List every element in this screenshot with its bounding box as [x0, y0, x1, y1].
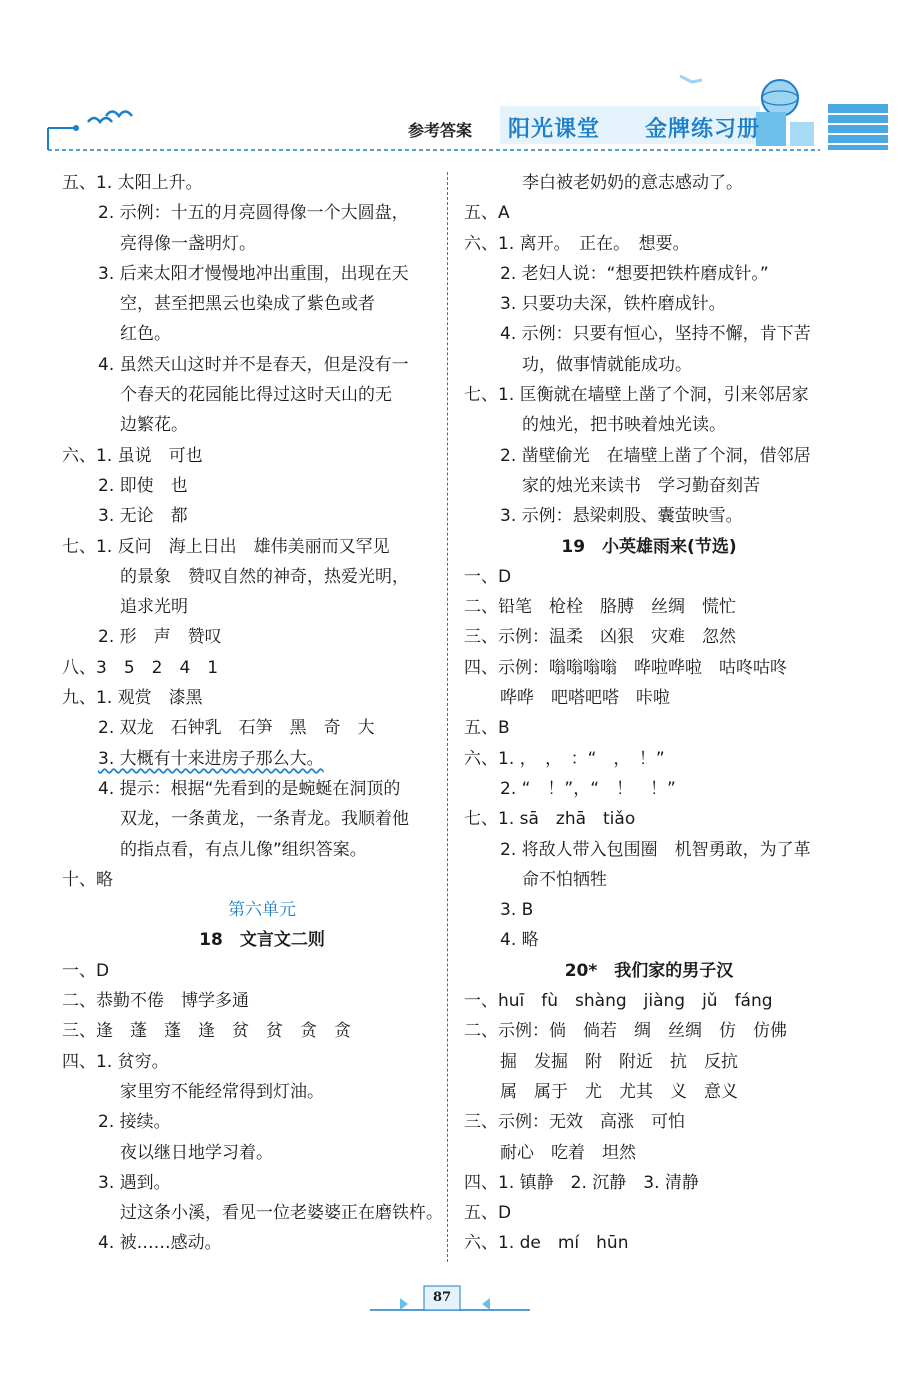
answer-text: 3. B	[500, 900, 534, 921]
answer-text: 空，甚至把黑云也染成了紫色或者	[120, 294, 375, 315]
right-answer-line	[464, 986, 834, 1016]
answer-text: 2. 接续。	[98, 1112, 171, 1133]
answer-text: 四、1. 镇静 2. 沉静 3. 清静	[464, 1172, 699, 1193]
left-answer-line	[62, 592, 462, 622]
left-answer-line	[62, 1047, 462, 1077]
answer-text: 一、huī fù shàng jiàng jǔ fáng	[464, 991, 773, 1012]
left-answer-line	[62, 501, 462, 531]
header-label: 参考答案	[408, 121, 473, 140]
right-answer-line	[464, 380, 834, 410]
right-answer-line	[464, 1107, 834, 1137]
left-answer-line	[62, 1198, 462, 1228]
right-answer-line	[464, 1047, 834, 1077]
answer-text: 三、示例：无效 高涨 可怕	[464, 1112, 685, 1133]
left-answer-line	[62, 956, 462, 986]
left-answer-line	[62, 471, 462, 501]
header-brand-subtitle: 金牌练习册	[645, 116, 761, 142]
answer-text: 2. 形 声 赞叹	[98, 627, 222, 648]
answer-text: 六、1. de mí hūn	[464, 1233, 629, 1254]
left-answer-line	[62, 259, 462, 289]
answer-text: 的景象 赞叹自然的神奇，热爱光明，	[120, 566, 409, 587]
answer-text: 2. 凿壁偷光 在墙壁上凿了个洞，借邻居	[500, 445, 811, 466]
answer-text: 红色。	[120, 324, 171, 345]
answer-text: 3. 遇到。	[98, 1172, 171, 1193]
answer-text: 的烛光，把书映着烛光读。	[522, 415, 726, 436]
answer-text: 过这条小溪，看见一位老婆婆正在磨铁杵。	[120, 1203, 443, 1224]
answer-text: 四、1. 贫穷。	[62, 1051, 169, 1072]
answer-text: 2. 双龙 石钟乳 石笋 黑 奇 大	[98, 718, 375, 739]
left-answer-line	[62, 774, 462, 804]
answer-text: 二、铅笔 枪栓 胳膊 丝绸 慌忙	[464, 597, 736, 618]
left-answer-line	[62, 1168, 462, 1198]
right-answer-line	[464, 653, 834, 683]
left-answer-line	[62, 168, 462, 198]
right-answer-line	[464, 501, 834, 531]
answer-text: 二、恭勤不倦 博学多通	[62, 991, 249, 1012]
left-answer-line	[62, 865, 462, 895]
answer-text: 4. 提示：根据“先看到的是蜿蜒在洞顶的	[98, 778, 401, 799]
right-answer-line	[464, 956, 834, 986]
answer-text: 六、1. ， ， ：“ ， ！”	[464, 748, 665, 769]
right-answer-line	[464, 1138, 834, 1168]
left-answer-line	[62, 1107, 462, 1137]
answer-text: 的指点看，有点儿像”组织答案。	[120, 839, 367, 860]
right-answer-line	[464, 289, 834, 319]
right-column	[464, 168, 834, 1259]
left-answer-line	[62, 289, 462, 319]
answer-text: 4. 虽然天山这时并不是春天，但是没有一	[98, 354, 409, 375]
left-answer-line	[62, 653, 462, 683]
right-answer-line	[464, 441, 834, 471]
answer-text: 夜以继日地学习着。	[120, 1142, 273, 1163]
right-answer-line	[464, 410, 834, 440]
answer-text: 属 属于 尤 尤其 义 意义	[500, 1081, 738, 1102]
left-answer-line	[62, 350, 462, 380]
answer-text: 三、示例：温柔 凶狠 灾难 忽然	[464, 627, 736, 648]
answer-text: 2. 即使 也	[98, 475, 188, 496]
answer-text: 家的烛光来读书 学习勤奋刻苦	[522, 475, 760, 496]
right-answer-line	[464, 562, 834, 592]
answer-text: 六、1. 虽说 可也	[62, 445, 203, 466]
left-answer-line	[62, 744, 462, 774]
answer-text: 功，做事情就能成功。	[522, 354, 692, 375]
answer-text: 20* 我们家的男子汉	[564, 960, 734, 981]
right-answer-line	[464, 1168, 834, 1198]
left-answer-line	[62, 410, 462, 440]
left-answer-line	[62, 713, 462, 743]
answer-text: 3. 示例：悬梁刺股、囊萤映雪。	[500, 506, 743, 527]
header-brand: 阳光课堂	[508, 116, 601, 142]
left-answer-line	[62, 1138, 462, 1168]
answer-text: 边繁花。	[120, 415, 188, 436]
answer-text: 命不怕牺牲	[522, 869, 607, 890]
left-answer-line	[62, 622, 462, 652]
right-answer-line	[464, 1016, 834, 1046]
right-answer-line	[464, 198, 834, 228]
left-answer-line	[62, 1228, 462, 1258]
left-answer-line	[62, 1077, 462, 1107]
left-answer-line	[62, 804, 462, 834]
right-answer-line	[464, 592, 834, 622]
left-answer-line	[62, 683, 462, 713]
right-answer-line	[464, 259, 834, 289]
left-answer-line	[62, 198, 462, 228]
answer-text: 3. 只要功夫深，铁杵磨成针。	[500, 294, 726, 315]
right-answer-line	[464, 865, 834, 895]
page-number: 87	[432, 1290, 452, 1305]
right-answer-line	[464, 319, 834, 349]
answer-text: 4. 被……感动。	[98, 1233, 222, 1254]
right-answer-line	[464, 350, 834, 380]
answer-text: 李白被老奶奶的意志感动了。	[522, 173, 743, 193]
answer-text: 3. 后来太阳才慢慢地冲出重围，出现在天	[98, 263, 409, 284]
answer-text: 七、1. sā zhā tiǎo	[464, 809, 636, 830]
right-answer-line	[464, 713, 834, 743]
answer-text: 4. 示例：只要有恒心，坚持不懈，肯下苦	[500, 324, 811, 345]
right-answer-line	[464, 532, 834, 562]
answer-text: 双龙，一条黄龙，一条青龙。我顺着他	[120, 809, 409, 830]
right-answer-line	[464, 168, 834, 198]
right-answer-line	[464, 471, 834, 501]
answer-text: 3. 大概有十来进房子那么大。	[98, 748, 324, 769]
answer-text: 第六单元	[228, 900, 296, 921]
answer-text: 个春天的花园能比得过这时天山的无	[120, 385, 392, 406]
answer-text: 一、D	[464, 566, 512, 587]
answer-text: 18 文言文二则	[199, 930, 325, 951]
left-answer-line	[62, 1016, 462, 1046]
answer-text: 五、B	[464, 718, 510, 739]
page-header	[0, 0, 900, 160]
right-answer-line	[464, 1228, 834, 1258]
answer-text: 十、略	[62, 869, 113, 890]
answer-text: 掘 发掘 附 附近 抗 反抗	[500, 1051, 738, 1072]
answer-text: 耐心 吃着 坦然	[500, 1142, 636, 1163]
answer-text: 二、示例：倘 倘若 绸 丝绸 仿 仿佛	[464, 1021, 787, 1042]
left-column	[62, 168, 462, 1259]
right-answer-line	[464, 1198, 834, 1228]
answer-text: 一、D	[62, 960, 110, 981]
left-answer-line	[62, 380, 462, 410]
answer-text: 三、逢 蓬 蓬 逢 贫 贫 贪 贪	[62, 1021, 351, 1042]
answer-text: 五、D	[464, 1203, 512, 1224]
answer-text: 五、1. 太阳上升。	[62, 173, 203, 193]
answer-text: 九、1. 观赏 漆黑	[62, 688, 203, 709]
answer-text: 2. 示例：十五的月亮圆得像一个大圆盘，	[98, 203, 409, 224]
answer-text: 2. “ ！”，“ ！ ！”	[500, 778, 676, 799]
answer-text: 家里穷不能经常得到灯油。	[120, 1081, 324, 1102]
answer-text: 六、1. 离开。 正在。 想要。	[464, 233, 690, 254]
answer-text: 七、1. 反问 海上日出 雄伟美丽而又罕见	[62, 536, 390, 557]
answer-text: 2. 将敌人带入包围圈 机智勇敢，为了革	[500, 839, 811, 860]
answer-text: 八、3 5 2 4 1	[62, 657, 219, 678]
right-answer-line	[464, 229, 834, 259]
left-answer-line	[62, 532, 462, 562]
answer-text: 4. 略	[500, 930, 539, 951]
right-answer-line	[464, 744, 834, 774]
answer-text: 2. 老妇人说：“想要把铁杵磨成针。”	[500, 263, 769, 284]
left-answer-line	[62, 562, 462, 592]
answer-text: 五、A	[464, 203, 510, 224]
left-answer-line	[62, 319, 462, 349]
answer-text: 追求光明	[120, 597, 188, 618]
right-answer-line	[464, 804, 834, 834]
right-answer-line	[464, 835, 834, 865]
left-answer-line	[62, 986, 462, 1016]
answer-text: 七、1. 匡衡就在墙壁上凿了个洞，引来邻居家	[464, 385, 809, 406]
left-answer-line	[62, 835, 462, 865]
right-answer-line	[464, 895, 834, 925]
answer-text: 哗哗 吧嗒吧嗒 咔啦	[500, 688, 670, 709]
left-answer-line	[62, 895, 462, 925]
right-answer-line	[464, 774, 834, 804]
right-answer-line	[464, 683, 834, 713]
right-answer-line	[464, 925, 834, 955]
answer-text: 亮得像一盏明灯。	[120, 233, 256, 254]
right-answer-line	[464, 1077, 834, 1107]
left-answer-line	[62, 925, 462, 955]
left-answer-line	[62, 441, 462, 471]
answer-text: 四、示例：嗡嗡嗡嗡 哗啦哗啦 咕咚咕咚	[464, 657, 787, 678]
right-answer-line	[464, 622, 834, 652]
left-answer-line	[62, 229, 462, 259]
answer-text: 19 小英雄雨来(节选)	[561, 536, 737, 557]
answer-text: 3. 无论 都	[98, 506, 188, 527]
